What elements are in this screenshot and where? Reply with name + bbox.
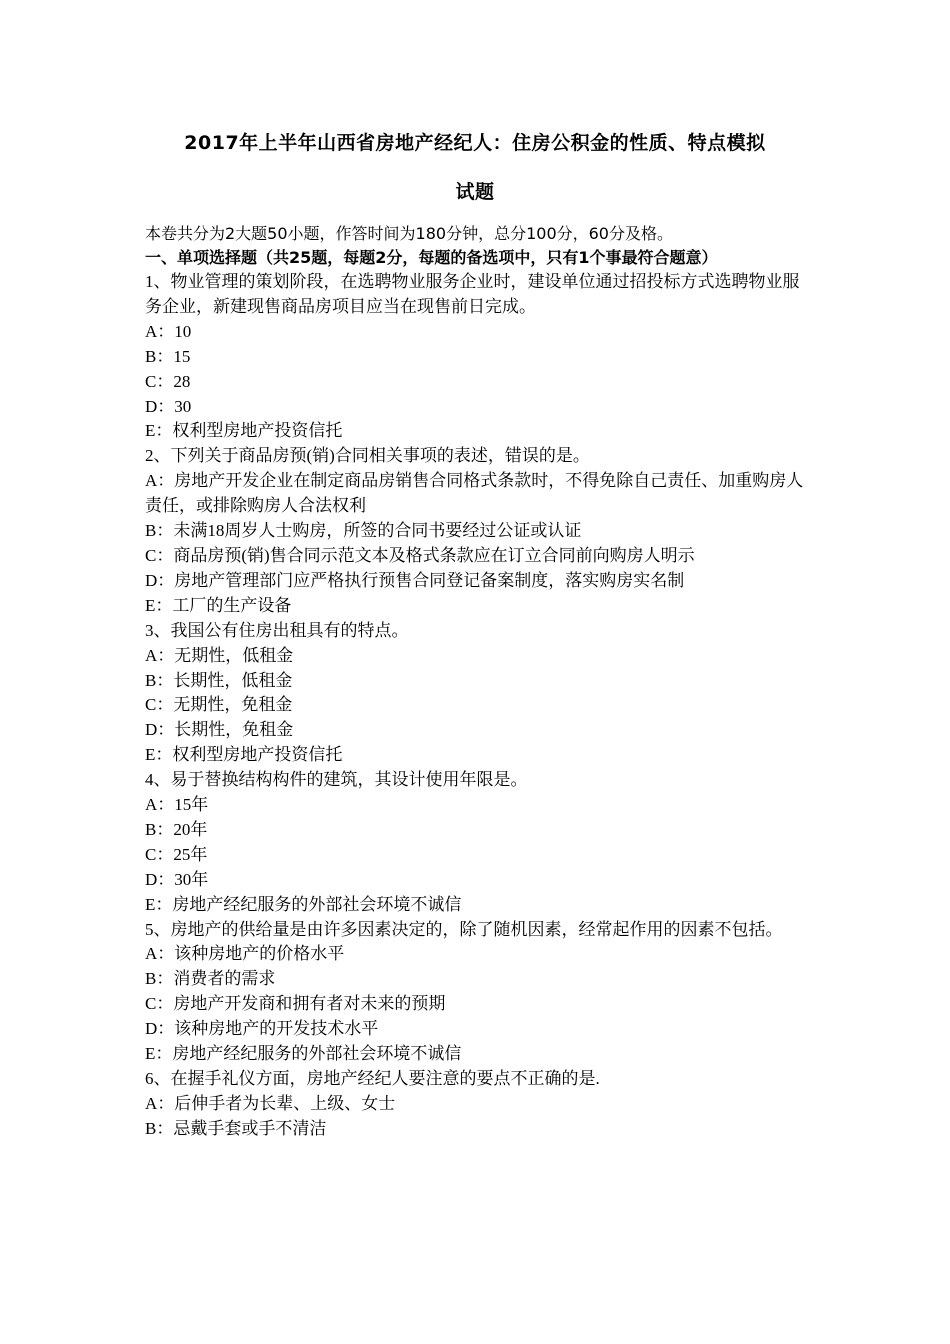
option-b: B：未满18周岁人士购房，所签的合同书要经过公证或认证 [145,521,582,541]
option-d: D：房地产管理部门应严格执行预售合同登记备案制度，落实购房实名制 [145,570,685,590]
option-e: E：房地产经纪服务的外部社会环境不诚信 [145,1044,462,1064]
document-title-line-1: 2017年上半年山西省房地产经纪人：住房公积金的性质、特点模拟 [184,132,766,154]
question-stem: 6、在握手礼仪方面，房地产经纪人要注意的要点不正确的是. [145,1069,600,1088]
question-4 [145,768,813,917]
question-stem: 4、易于替换结构构件的建筑，其设计使用年限是。 [145,770,528,790]
option-b: B：长期性，低租金 [145,670,293,690]
option-e: E：权利型房地产投资信托 [145,745,343,765]
exam-instructions: 本卷共分为2大题50小题，作答时间为180分钟，总分100分，60分及格。 [145,224,673,243]
option-e: E：工厂的生产设备 [145,595,292,615]
option-a: A：10 [145,321,192,341]
option-e: E：房地产经纪服务的外部社会环境不诚信 [145,894,462,914]
option-a: A：无期性，低租金 [145,645,294,665]
option-b: B：20年 [145,819,208,839]
option-a: A：15年 [145,795,209,815]
option-d: D：30 [145,396,192,416]
option-a: A：该种房地产的价格水平 [145,944,345,964]
option-d: D：该种房地产的开发技术水平 [145,1019,379,1039]
question-stem: 1、物业管理的策划阶段，在选聘物业服务企业时，建设单位通过招投标方式选聘物业服务企业，新建现售商品房项目应当在现售前日完成。 [145,272,800,316]
option-c: C：25年 [145,844,208,864]
option-c: C：房地产开发商和拥有者对未来的预期 [145,994,446,1014]
option-c: C：无期性，免租金 [145,695,293,715]
option-d: D：长期性，免租金 [145,720,294,740]
option-b: B：15 [145,346,191,366]
option-b: B：消费者的需求 [145,969,276,989]
question-6 [145,1067,813,1142]
document-body [145,222,813,1142]
option-d: D：30年 [145,869,209,889]
option-c: C：商品房预(销)售合同示范文本及格式条款应在订立合同前向购房人明示 [145,545,695,565]
question-stem: 3、我国公有住房出租具有的特点。 [145,620,409,640]
question-2 [145,444,813,618]
option-a: A：房地产开发企业在制定商品房销售合同格式条款时，不得免除自己责任、加重购房人责任，或排除购房人合法权利 [145,471,804,516]
option-c: C：28 [145,371,191,391]
question-stem: 2、下列关于商品房预(销)合同相关事项的表述，错误的是。 [145,446,590,466]
question-3 [145,619,813,768]
option-b: B：忌戴手套或手不清洁 [145,1118,327,1138]
question-5 [145,918,813,1067]
question-1 [145,270,813,444]
option-a: A：后伸手者为长辈、上级、女士 [145,1093,396,1113]
section-heading: 一、单项选择题（共25题，每题2分，每题的备选项中，只有1个事最符合题意） [145,248,718,267]
option-e: E：权利型房地产投资信托 [145,421,343,441]
question-stem: 5、房地产的供给量是由许多因素决定的，除了随机因素，经常起作用的因素不包括。 [145,919,783,939]
document-title-line-2: 试题 [455,181,495,203]
